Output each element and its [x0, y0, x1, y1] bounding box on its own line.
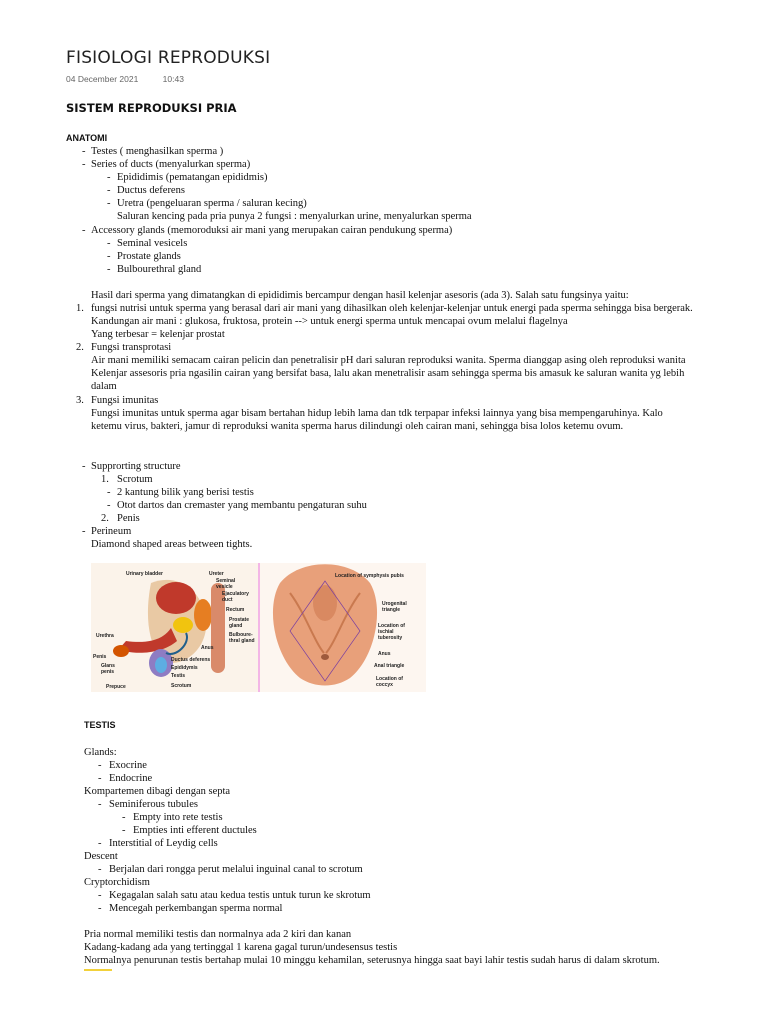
svg-text:ischial: ischial [378, 629, 394, 635]
svg-text:thral gland: thral gland [229, 638, 255, 644]
paragraph: Kelenjar assesoris pria ngasilin cairan yang bersifat basa, lalu akan menetralisir asam sehingga sperma bis amasuk ke saluran wanita yg lebih [91, 368, 685, 379]
paragraph: ketemu virus, bakteri, jamur di reproduksi wanita sperma harus dilindungi oleh cairan mani, sehingga bisa lolos ketemu ovum. [91, 421, 624, 432]
paragraph: Fungsi transprotasi [91, 342, 172, 353]
list-item: Seminal vesicels [117, 238, 188, 249]
dash-bullet: - [107, 238, 111, 249]
number-marker: 1. [101, 474, 109, 485]
list-item: Berjalan dari rongga perut melalui inguinal canal to scrotum [109, 864, 363, 875]
dash-bullet: - [82, 159, 86, 170]
paragraph: Yang terbesar = kelenjar prostat [91, 329, 225, 340]
svg-text:coccyx: coccyx [376, 682, 393, 688]
svg-text:Urethra: Urethra [96, 633, 114, 639]
svg-text:Ductus deferens: Ductus deferens [171, 657, 211, 663]
svg-text:Location of symphysis pubis: Location of symphysis pubis [335, 573, 404, 579]
paragraph: Air mani memiliki semacam cairan pelicin dan penetralisir pH dari saluran reproduksi wanita. Sperma dianggap asing oleh reproduksi wanita [91, 355, 686, 366]
paragraph: Fungsi imunitas [91, 395, 159, 406]
dash-bullet: - [82, 225, 86, 236]
svg-text:Urogenital: Urogenital [382, 601, 407, 607]
list-item: Uretra (pengeluaran sperma / saluran kecing) [117, 198, 307, 209]
dash-bullet: - [107, 185, 111, 196]
page-time: 10:43 [162, 74, 184, 84]
svg-text:tuberosity: tuberosity [378, 635, 403, 641]
list-item: Empties inti efferent ductules [133, 825, 257, 836]
page-title: FISIOLOGI REPRODUKSI [66, 48, 271, 68]
svg-text:Bulboure-: Bulboure- [229, 632, 253, 638]
list-heading: Glands: [84, 747, 117, 758]
testis-heading: TESTIS [84, 720, 116, 730]
svg-text:Epididymis: Epididymis [171, 665, 198, 671]
paragraph: Hasil dari sperma yang dimatangkan di epididimis bercampur dengan hasil kelenjar asesoris (ada 3). Salah satu fungsinya yaitu: [91, 290, 629, 301]
svg-text:Urinary bladder: Urinary bladder [126, 571, 163, 577]
svg-text:triangle: triangle [382, 607, 401, 613]
dash-bullet: - [98, 838, 102, 849]
dash-bullet: - [107, 487, 111, 498]
dash-bullet: - [98, 890, 102, 901]
male-anatomy-figure [91, 563, 258, 692]
paragraph: Kadang-kadang ada yang tertinggal 1 karena gagal turun/undesensus testis [84, 942, 398, 953]
svg-text:Ejaculatory: Ejaculatory [222, 591, 249, 597]
svg-text:Ureter: Ureter [209, 571, 224, 577]
svg-text:Prepuce: Prepuce [106, 684, 126, 690]
highlight-mark [84, 969, 112, 971]
note-text: Diamond shaped areas between tights. [91, 539, 253, 550]
list-item: Empty into rete testis [133, 812, 223, 823]
list-item: Accessory glands (memoroduksi air mani yang merupakan cairan pendukung sperma) [91, 225, 453, 236]
list-heading: Cryptorchidism [84, 877, 150, 888]
page-date: 04 December 2021 [66, 74, 139, 84]
paragraph: dalam [91, 381, 117, 392]
dash-bullet: - [122, 825, 126, 836]
list-item: Kegagalan salah satu atau kedua testis untuk turun ke skrotum [109, 890, 371, 901]
list-item: Interstitial of Leydig cells [109, 838, 218, 849]
list-item: Penis [117, 513, 140, 524]
section-title: SISTEM REPRODUKSI PRIA [66, 101, 237, 115]
list-item: Epididimis (pematangan epididmis) [117, 172, 268, 183]
paragraph: Fungsi imunitas untuk sperma agar bisam bertahan hidup lebih lama dan tdk terpapar infeksi lainnya yang bisa mempengaruhinya. Kalo [91, 408, 663, 419]
list-heading: Kompartemen dibagi dengan septa [84, 786, 231, 797]
svg-text:vesicle: vesicle [216, 584, 233, 590]
paragraph: Pria normal memiliki testis dan normalnya ada 2 kiri dan kanan [84, 929, 352, 940]
number-marker: 2. [76, 342, 84, 353]
paragraph: fungsi nutrisi untuk sperma yang berasal dari air mani yang dihasilkan oleh kelenjar-kelenjar untuk energi pada sperma sehingga bisa bergerak. [91, 303, 693, 314]
dash-bullet: - [107, 500, 111, 511]
dash-bullet: - [122, 812, 126, 823]
dash-bullet: - [82, 146, 86, 157]
list-heading: Descent [84, 851, 118, 862]
svg-text:Anal triangle: Anal triangle [374, 663, 405, 669]
svg-text:penis: penis [101, 669, 115, 675]
dash-bullet: - [98, 773, 102, 784]
dash-bullet: - [107, 172, 111, 183]
number-marker: 3. [76, 395, 84, 406]
list-item: Testes ( menghasilkan sperma ) [91, 146, 224, 157]
list-item: Mencegah perkembangan sperma normal [109, 903, 283, 914]
svg-text:Scrotum: Scrotum [171, 683, 192, 689]
list-item: Otot dartos dan cremaster yang membantu pengaturan suhu [117, 500, 367, 511]
list-item: Seminiferous tubules [109, 799, 198, 810]
svg-text:Glans: Glans [101, 663, 115, 669]
list-item: Ductus deferens [117, 185, 185, 196]
perineum-figure [260, 563, 426, 692]
paragraph: Normalnya penurunan testis bertahap mulai 10 minggu kehamilan, seterusnya hingga saat bayi lahir testis sudah harus di dalam skrotum. [84, 955, 660, 966]
page-meta [66, 74, 206, 84]
svg-text:Location of: Location of [378, 623, 405, 629]
svg-text:gland: gland [229, 623, 243, 629]
svg-text:Anus: Anus [201, 645, 214, 651]
dash-bullet: - [107, 198, 111, 209]
list-item: 2 kantung bilik yang berisi testis [117, 487, 254, 498]
dash-bullet: - [82, 461, 86, 472]
dash-bullet: - [98, 760, 102, 771]
svg-text:duct: duct [222, 597, 233, 603]
list-item: Prostate glands [117, 251, 181, 262]
dash-bullet: - [98, 799, 102, 810]
list-item: Series of ducts (menyalurkan sperma) [91, 159, 251, 170]
dash-bullet: - [82, 526, 86, 537]
dash-bullet: - [98, 864, 102, 875]
note-text: Saluran kencing pada pria punya 2 fungsi : menyalurkan urine, menyalurkan sperma [117, 211, 472, 222]
list-item: Endocrine [109, 773, 153, 784]
svg-text:Rectum: Rectum [226, 607, 245, 613]
svg-text:Anus: Anus [378, 651, 391, 657]
dash-bullet: - [107, 264, 111, 275]
list-item: Exocrine [109, 760, 147, 771]
svg-text:Seminal: Seminal [216, 578, 236, 584]
paragraph: Kandungan air mani : glukosa, fruktosa, protein --> untuk energi sperma untuk mencapai ovum melalui flagelnya [91, 316, 568, 327]
list-item: Bulbourethral gland [117, 264, 202, 275]
svg-text:Penis: Penis [93, 654, 107, 660]
svg-text:Testis: Testis [171, 673, 186, 679]
dash-bullet: - [107, 251, 111, 262]
list-item: Supprorting structure [91, 461, 181, 472]
number-marker: 1. [76, 303, 84, 314]
number-marker: 2. [101, 513, 109, 524]
svg-text:Prostate: Prostate [229, 617, 250, 623]
list-item: Scrotum [117, 474, 153, 485]
list-item: Perineum [91, 526, 132, 537]
svg-text:Location of: Location of [376, 676, 403, 682]
dash-bullet: - [98, 903, 102, 914]
anatomi-heading: ANATOMI [66, 133, 108, 143]
